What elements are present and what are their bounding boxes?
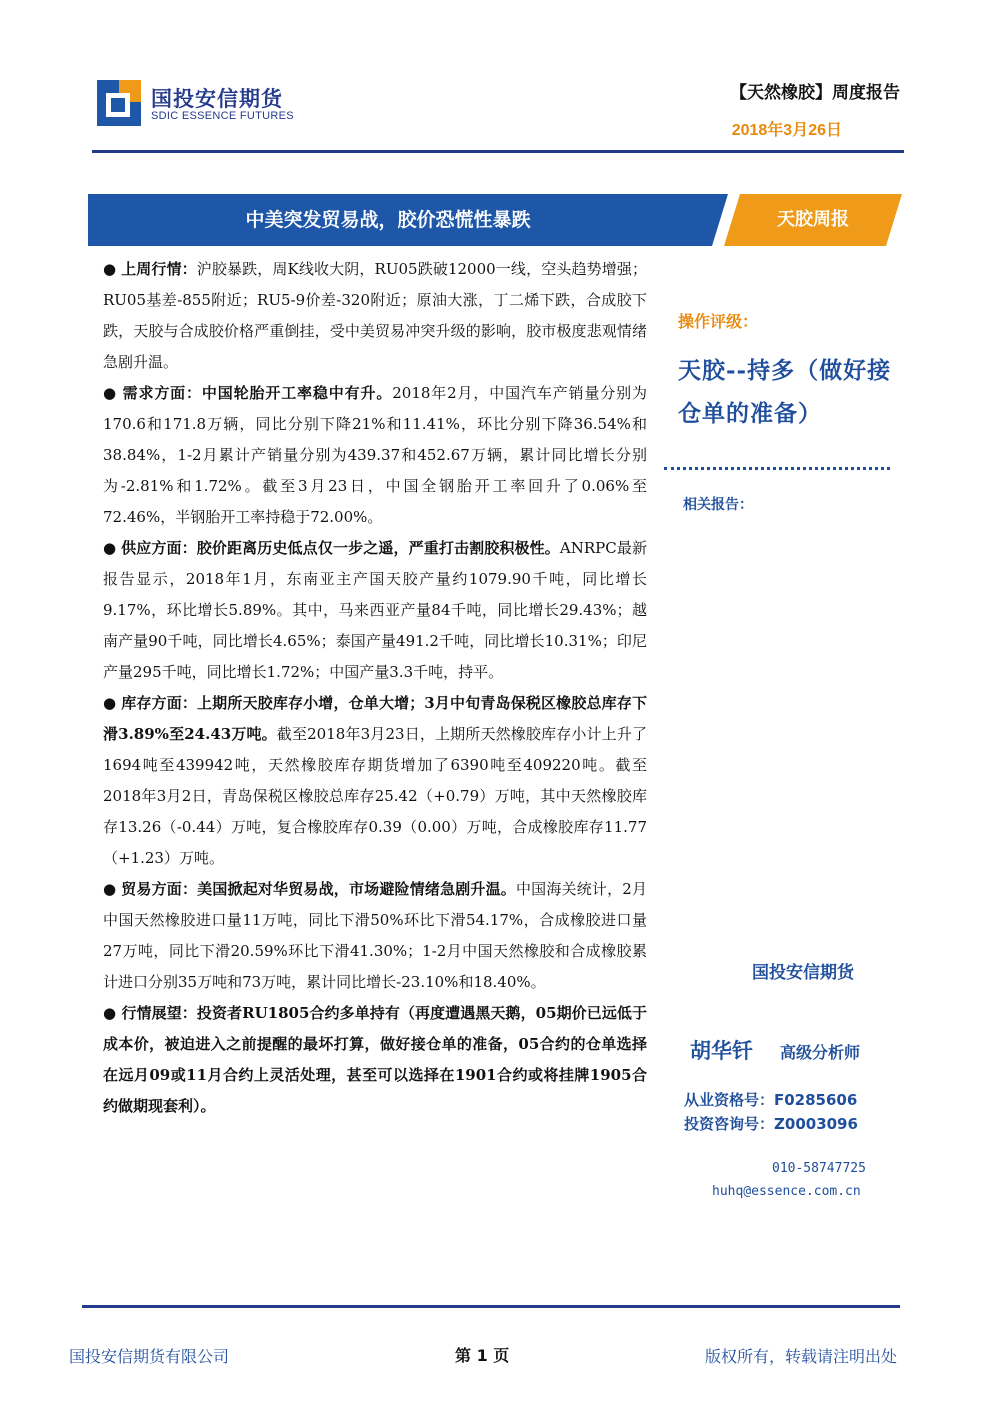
footer-company: 国投安信期货有限公司 <box>69 1347 230 1366</box>
section-body: 沪胶暴跌，周K线收大阴，RU05跌破12000一线，空头趋势增强；RU05基差-855附近；RU5-9价差-320附近；原油大涨，丁二烯下跌，合成胶下跌，天胶与合成胶价格严重倒挂，受中美贸易冲突升级的影响，胶市极度悲观情绪急剧升温。 <box>103 260 647 371</box>
logo-english-name: SDIC ESSENCE FUTURES <box>151 110 294 122</box>
footer-divider <box>82 1305 900 1308</box>
analyst-name: 胡华钎 <box>690 1039 753 1063</box>
section-lead: 需求方面：中国轮胎开工率稳中有升。 <box>122 384 393 402</box>
section-lead: 行情展望： <box>121 1004 197 1022</box>
bullet-icon: ● <box>103 1004 117 1022</box>
bullet-icon: ● <box>103 880 117 898</box>
related-reports-label: 相关报告： <box>683 497 753 513</box>
practice-certificate: 从业资格号：F0285606 <box>684 1091 858 1109</box>
report-date: 2018年3月26日 <box>731 122 842 139</box>
section-lead: 上周行情： <box>121 260 197 278</box>
company-logo-mark <box>97 80 141 126</box>
section-supply <box>103 533 647 688</box>
section-body: 投资者RU1805合约多单持有（再度遭遇黑天鹅，05期价已远低于成本价，被迫进入之前提醒的最坏打算，做好接仓单的准备，05合约的仓单选择在远月09或11月合约上灵活处理，甚至可以选择在1901合约或将挂牌1905合约做期现套利）。 <box>103 1004 647 1115</box>
section-body: 2018年2月，中国汽车产销量分别为170.6和171.8万辆，同比分别下降21%和11.41%，环比分别下降36.54%和38.84%，1-2月累计产销量分别为439.37和452.67万辆，累计同比增长分别为-2.81%和1.72%。截至3月23日，中国全钢胎开工率回升了0.06%至72.46%，半钢胎开工率持稳于72.00%。 <box>103 384 647 526</box>
rating-value: 天胶--持多（做好接仓单的准备） <box>678 357 892 427</box>
advisory-certificate: 投资咨询号：Z0003096 <box>684 1115 858 1133</box>
header-divider <box>92 150 904 153</box>
rating-label: 操作评级： <box>678 312 759 331</box>
sidebar-company-name: 国投安信期货 <box>752 963 854 983</box>
page-number: 第 1 页 <box>455 1346 510 1365</box>
bullet-icon: ● <box>103 694 117 712</box>
bullet-icon: ● <box>103 260 117 278</box>
section-body: 截至2018年3月23日，上期所天然橡胶库存小计上升了1694吨至439942吨，天然橡胶库存期货增加了6390吨至409220吨。截至2018年3月2日，青岛保税区橡胶总库存25.42（+0.79）万吨，其中天然橡胶库存13.26（-0.44）万吨，复合橡胶库存0.39（0.00）万吨，合成橡胶库存11.77（+1.23）万吨。 <box>103 725 647 867</box>
bullet-icon: ● <box>103 384 117 402</box>
section-demand <box>103 378 647 533</box>
section-trade <box>103 874 647 998</box>
analyst-email[interactable]: huhq@essence.com.cn <box>712 1184 861 1199</box>
report-tag: 天胶周报 <box>777 209 849 230</box>
report-headline: 中美突发贸易战，胶价恐慌性暴跌 <box>245 209 531 231</box>
section-outlook <box>103 998 647 1122</box>
section-body: 中国海关统计，2月中国天然橡胶进口量11万吨，同比下滑50%环比下滑54.17%，合成橡胶进口量27万吨，同比下滑20.59%环比下滑41.30%；1-2月中国天然橡胶和合成橡胶累计进口分别35万吨和73万吨，累计同比增长-23.10%和18.40%。 <box>103 880 647 991</box>
section-market-review <box>103 254 647 378</box>
section-inventory <box>103 688 647 874</box>
logo-chinese-name: 国投安信期货 <box>151 87 283 111</box>
section-lead: 库存方面：上期所天胶库存小增，仓单大增；3月中旬青岛保税区橡胶总库存下滑3.89%至24.43万吨。 <box>103 694 647 743</box>
bullet-icon: ● <box>103 539 117 557</box>
section-lead: 贸易方面：美国掀起对华贸易战，市场避险情绪急剧升温。 <box>121 880 516 898</box>
analyst-phone: 010-58747725 <box>772 1161 866 1176</box>
report-type: 【天然橡胶】周度报告 <box>730 83 900 103</box>
section-lead: 供应方面：胶价距离历史低点仅一步之遥，严重打击割胶积极性。 <box>121 539 560 557</box>
main-content <box>103 254 647 1122</box>
section-body: ANRPC最新报告显示，2018年1月，东南亚主产国天胶产量约1079.90千吨，同比增长9.17%，环比增长5.89%。其中，马来西亚产量84千吨，同比增长29.43%；越南产量90千吨，同比增长4.65%；泰国产量491.2千吨，同比增长10.31%；印尼产量295千吨，同比增长1.72%；中国产量3.3千吨，持平。 <box>103 539 647 681</box>
analyst-title: 高级分析师 <box>780 1043 861 1062</box>
sidebar-dotted-divider <box>664 467 890 470</box>
footer-copyright: 版权所有，转载请注明出处 <box>705 1347 898 1366</box>
